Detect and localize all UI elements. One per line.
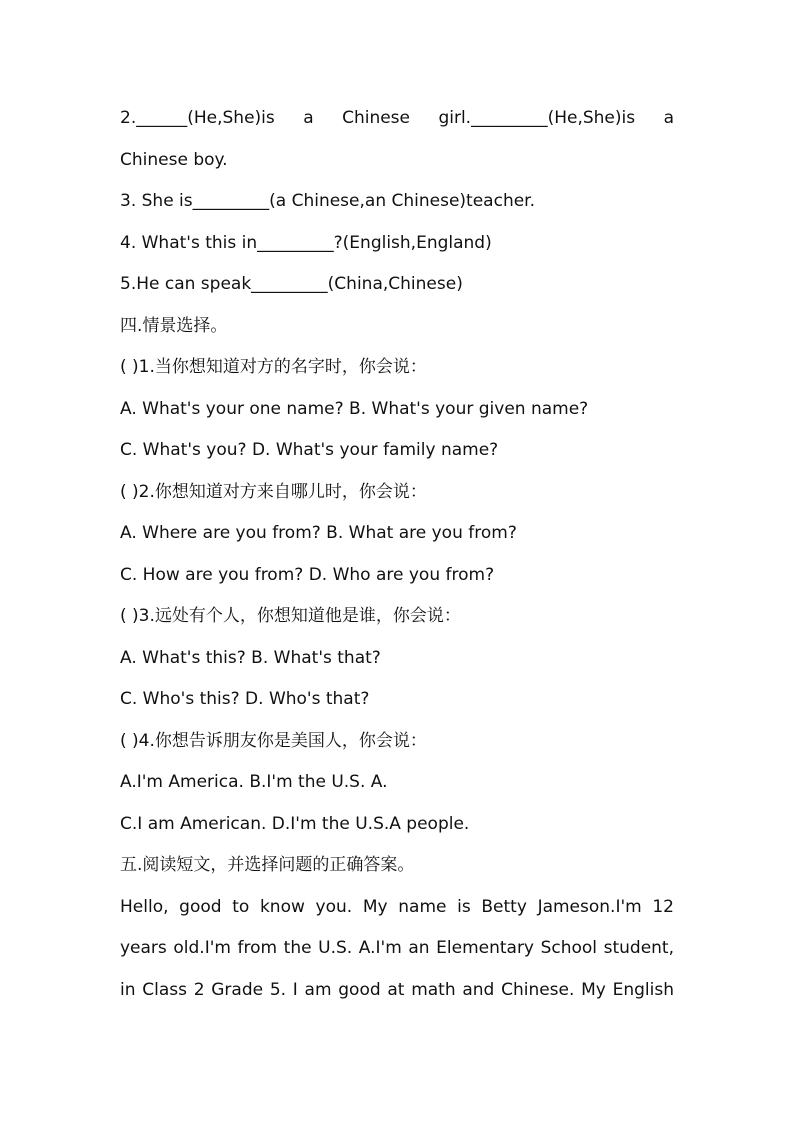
section-5-title: 五.阅读短文，并选择问题的正确答案。 — [120, 855, 415, 875]
s4-q2-options-ab: A. Where are you from? B. What are you from? — [120, 523, 517, 543]
q2-part-4: girl._________(He,She)is — [438, 108, 636, 128]
reading-line-1: Hello, good to know you. My name is Betty Jameson.I'm 12 — [120, 896, 674, 917]
s4-q2-options-cd: C. How are you from? D. Who are you from? — [120, 564, 495, 585]
document-content — [120, 100, 674, 1013]
question-2-line-2: Chinese boy. — [120, 149, 228, 170]
s4-q1-options-cd: C. What's you? D. What's your family name? — [120, 440, 499, 460]
reading-line-3: in Class 2 Grade 5. I am good at math and Chinese. My English — [120, 979, 674, 1000]
reading-line-2: years old.I'm from the U.S. A.I'm an Elementary School student, — [120, 938, 674, 958]
section-4-title: 四.情景选择。 — [120, 315, 228, 336]
s4-q3-options-cd: C. Who's this? D. Who's that? — [120, 689, 370, 709]
question-5: 5.He can speak_________(China,Chinese) — [120, 274, 463, 294]
s4-question-4: ( )4.你想告诉朋友你是美国人，你会说： — [120, 730, 427, 751]
s4-question-3: ( )3.远处有个人，你想知道他是谁，你会说： — [120, 606, 461, 626]
s4-q1-options-ab: A. What's your one name? B. What's your given name? — [120, 398, 589, 419]
q2-part-1: 2.______(He,She)is — [120, 108, 275, 128]
s4-q4-options-ab: A.I'm America. B.I'm the U.S. A. — [120, 772, 388, 792]
question-2-line-1 — [120, 100, 674, 142]
s4-question-2: ( )2.你想知道对方来自哪儿时，你会说： — [120, 481, 427, 502]
q2-part-5: a — [663, 108, 674, 128]
question-3: 3. She is_________(a Chinese,an Chinese)teacher. — [120, 191, 536, 211]
question-4: 4. What's this in_________?(English,England) — [120, 232, 492, 253]
q2-part-2: a — [303, 108, 314, 128]
q2-part-3: Chinese — [342, 108, 410, 128]
s4-q3-options-ab: A. What's this? B. What's that? — [120, 647, 381, 668]
s4-q4-options-cd: C.I am American. D.I'm the U.S.A people. — [120, 813, 470, 834]
s4-question-1: ( )1.当你想知道对方的名字时，你会说： — [120, 357, 427, 377]
